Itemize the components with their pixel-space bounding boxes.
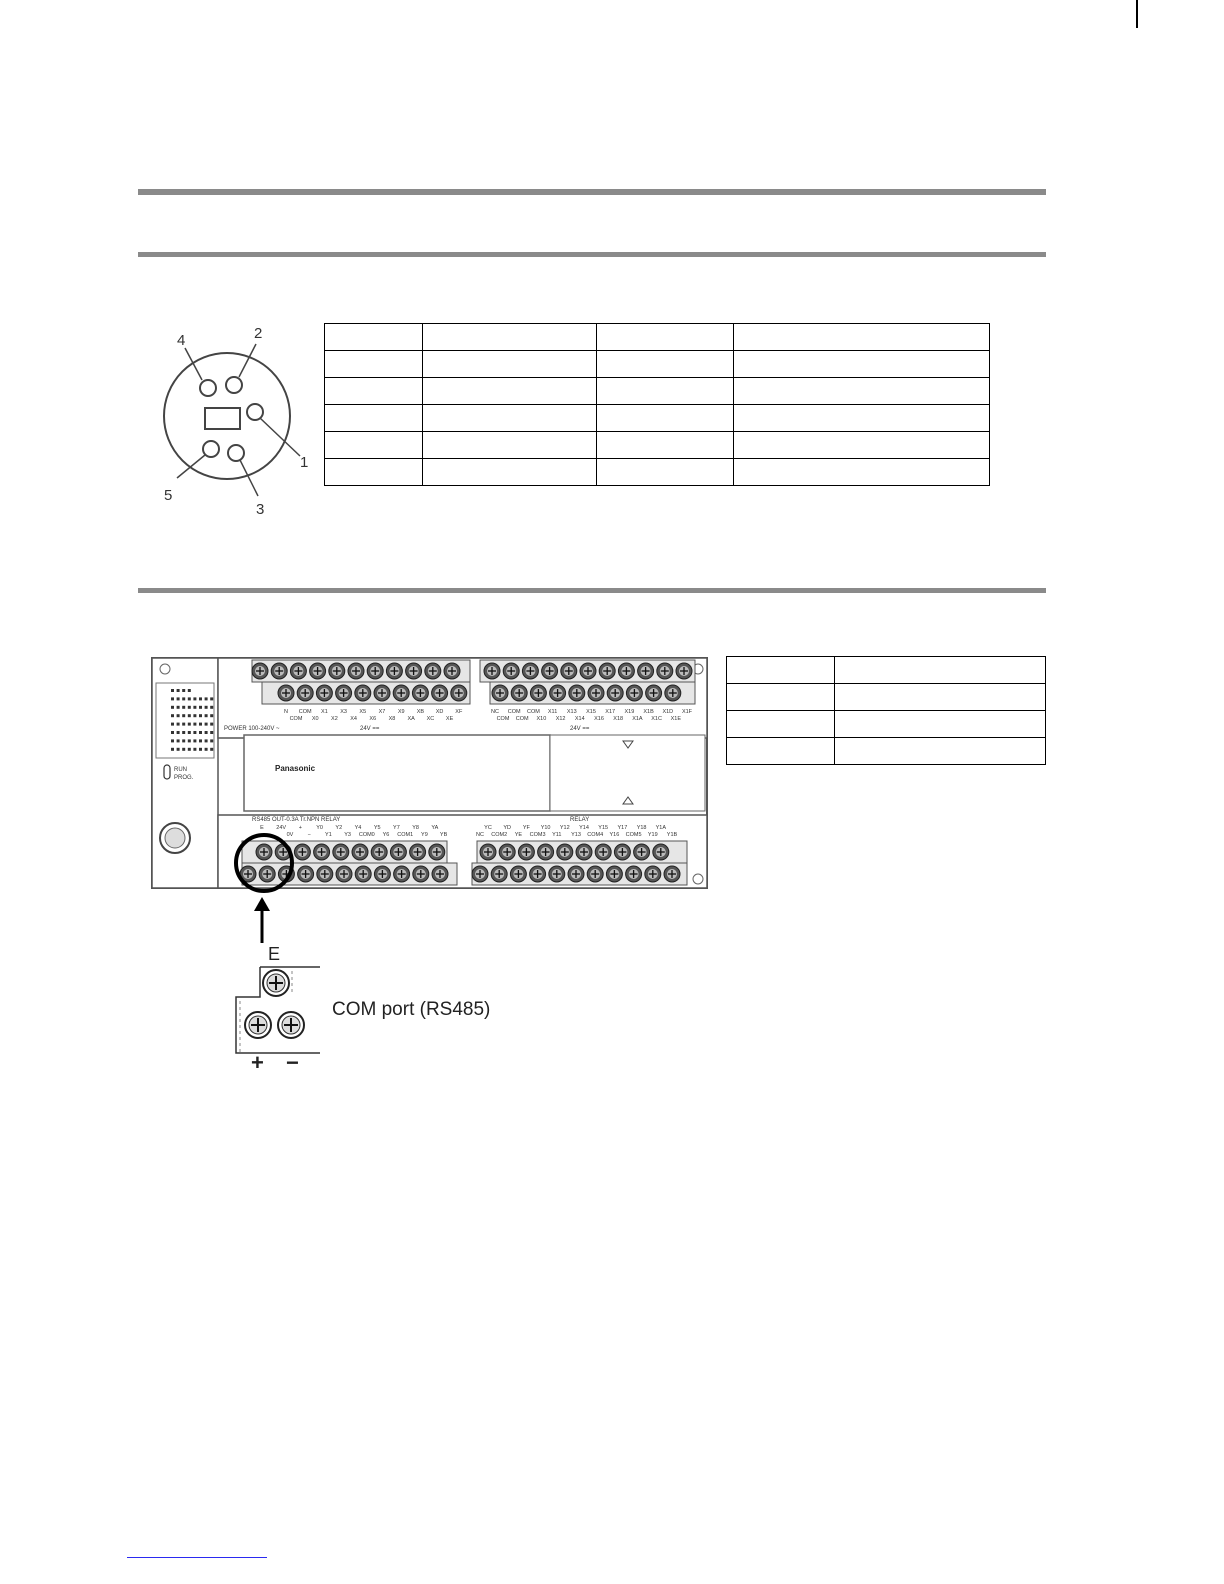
output-screw	[429, 844, 445, 860]
output-screw	[355, 866, 371, 882]
table-row	[727, 711, 1046, 738]
output-terminal-label: Y1	[325, 832, 332, 838]
input-screw	[355, 685, 371, 701]
input-screw	[665, 685, 681, 701]
input-terminal-label: XB	[416, 709, 425, 715]
margin-bar	[1136, 0, 1138, 28]
table-row	[325, 432, 990, 459]
output-screw	[294, 844, 310, 860]
input-terminal-label: X14	[574, 716, 585, 722]
input-screw	[316, 685, 332, 701]
output-screw	[374, 866, 390, 882]
screw-plus	[245, 1012, 271, 1038]
led-indicator	[182, 697, 185, 700]
rs485-terminal-table	[726, 656, 1046, 765]
input-screw	[310, 663, 326, 679]
pin-5	[203, 441, 219, 457]
input-screw	[278, 685, 294, 701]
input-voltage-label-1: 24V ==	[360, 726, 380, 732]
led-indicator	[199, 697, 202, 700]
input-screw	[348, 663, 364, 679]
input-terminal-label: X1F	[681, 709, 693, 715]
output-screw	[314, 844, 330, 860]
output-screw	[336, 866, 352, 882]
output-terminal-label: Y0	[316, 825, 323, 831]
input-terminal-label: X1C	[651, 716, 662, 722]
output-screw	[480, 844, 496, 860]
input-terminal-label: COM	[526, 709, 540, 715]
led-indicator	[205, 739, 208, 742]
input-screw	[646, 685, 662, 701]
output-screw	[606, 866, 622, 882]
led-indicator	[193, 731, 196, 734]
input-screw	[336, 685, 352, 701]
input-screw	[367, 663, 383, 679]
input-screw	[425, 663, 441, 679]
input-terminal-label: X9	[397, 709, 405, 715]
prog-label: PROG.	[174, 775, 194, 781]
com-port-label: COM port (RS485)	[332, 999, 491, 1020]
input-terminal-label: X15	[586, 709, 596, 715]
led-indicator	[182, 689, 185, 692]
output-terminal-label: Y18	[636, 825, 647, 831]
output-terminal-label: Y10	[540, 825, 551, 831]
output-terminal-label: YC	[484, 825, 492, 831]
led-indicator	[177, 706, 180, 709]
input-terminal-label: X1A	[632, 716, 643, 722]
output-screw	[491, 866, 507, 882]
led-indicator	[188, 714, 191, 717]
output-screw	[394, 866, 410, 882]
table-row	[325, 351, 990, 378]
pin-assignment-table	[324, 323, 990, 486]
led-indicator	[199, 723, 202, 726]
output-terminal-label: Y9	[421, 832, 428, 838]
input-screw	[561, 663, 577, 679]
arrow-icon	[248, 895, 276, 945]
screw-minus	[278, 1012, 304, 1038]
led-indicator	[188, 706, 191, 709]
input-screw	[511, 685, 527, 701]
led-indicator	[210, 748, 213, 751]
input-screw	[444, 663, 460, 679]
output-screw	[259, 866, 275, 882]
output-terminal-label: YB	[439, 832, 448, 838]
output-screw	[576, 844, 592, 860]
output-screw	[317, 866, 333, 882]
led-indicator	[171, 748, 174, 751]
table-row	[325, 378, 990, 405]
power-label: POWER 100-240V ~	[224, 726, 280, 732]
output-terminal-label: Y14	[579, 825, 589, 831]
output-screw	[371, 844, 387, 860]
input-screw	[676, 663, 692, 679]
output-screw	[333, 844, 349, 860]
led-indicator	[177, 714, 180, 717]
output-terminal-label: 24V	[276, 825, 287, 831]
output-terminal-label: Y16	[609, 832, 620, 838]
input-terminal-label: X11	[547, 709, 558, 715]
input-terminal-label: XF	[455, 709, 463, 715]
output-terminal-label: Y13	[571, 832, 581, 838]
table-row	[325, 459, 990, 486]
output-screw	[518, 844, 534, 860]
led-indicator	[210, 706, 213, 709]
led-indicator	[188, 748, 191, 751]
input-terminal-label: N	[284, 709, 288, 715]
output-screw	[653, 844, 669, 860]
led-indicator	[182, 706, 185, 709]
output-screw	[390, 844, 406, 860]
output-screw	[538, 844, 554, 860]
led-indicator	[205, 706, 208, 709]
pin-label-5: 5	[164, 487, 173, 504]
output-screw	[530, 866, 546, 882]
led-indicator	[193, 748, 196, 751]
input-screw	[599, 663, 615, 679]
output-terminal-label: COM0	[358, 832, 375, 838]
output-terminal-label: COM5	[625, 832, 642, 838]
input-terminal-label: X3	[340, 709, 347, 715]
table-row	[727, 684, 1046, 711]
output-terminal-label: Y19	[647, 832, 658, 838]
input-screw	[329, 663, 345, 679]
section-rule-3	[138, 588, 1046, 593]
output-screw	[664, 866, 680, 882]
input-terminal-label: X1	[321, 709, 328, 715]
input-screw	[432, 685, 448, 701]
pin-label-1: 1	[300, 454, 309, 471]
plc-unit-drawing	[150, 655, 715, 900]
led-indicator	[177, 723, 180, 726]
output-screw	[587, 866, 603, 882]
led-indicator	[193, 706, 196, 709]
input-terminal-label: X10	[536, 716, 547, 722]
pin-3	[228, 445, 244, 461]
input-screw	[406, 663, 422, 679]
input-terminal-label: COM	[515, 716, 529, 722]
input-screw	[618, 663, 634, 679]
minus-label: −	[286, 1050, 299, 1075]
input-terminal-label: XA	[407, 716, 415, 722]
led-indicator	[182, 714, 185, 717]
output-terminal-label: Y11	[552, 832, 562, 838]
table-row	[325, 324, 990, 351]
output-terminal-label: Y5	[373, 825, 381, 831]
input-terminal-label: XC	[426, 716, 435, 722]
input-terminal-label: X1B	[643, 709, 654, 715]
output-terminal-label: Y4	[354, 825, 362, 831]
plus-label: +	[251, 1050, 264, 1075]
output-terminal-label: YA	[431, 825, 439, 831]
input-terminal-label: X7	[378, 709, 386, 715]
output-screw	[595, 844, 611, 860]
led-indicator	[199, 739, 202, 742]
led-indicator	[182, 748, 185, 751]
input-screw	[252, 663, 268, 679]
terminal-e-label: E	[268, 944, 281, 964]
input-screw	[374, 685, 390, 701]
output-terminal-label: Y17	[617, 825, 628, 831]
led-indicator	[193, 714, 196, 717]
input-terminal-label: X12	[555, 716, 566, 722]
table-row	[727, 738, 1046, 765]
output-screw	[614, 844, 630, 860]
led-indicator	[177, 731, 180, 734]
led-indicator	[171, 714, 174, 717]
brand-logo: Panasonic	[275, 764, 316, 773]
input-screw	[626, 685, 642, 701]
pin-label-2: 2	[254, 325, 263, 342]
output-terminal-label: 0V	[286, 832, 294, 838]
led-indicator	[199, 706, 202, 709]
input-terminal-label: XD	[435, 709, 444, 715]
led-indicator	[188, 731, 191, 734]
output-terminal-label: YE	[514, 832, 523, 838]
input-screw	[492, 685, 508, 701]
led-indicator	[188, 739, 191, 742]
output-screw	[510, 866, 526, 882]
led-indicator	[177, 697, 180, 700]
led-indicator	[171, 706, 174, 709]
led-indicator	[171, 731, 174, 734]
input-terminal-label: X18	[613, 716, 624, 722]
input-terminal-label: X2	[331, 716, 338, 722]
input-screw	[530, 685, 546, 701]
output-screw	[634, 844, 650, 860]
input-screw	[290, 663, 306, 679]
output-terminal-label: COM4	[587, 832, 604, 838]
pin-2	[226, 377, 242, 393]
input-screw	[569, 685, 585, 701]
input-screw	[412, 685, 428, 701]
output-terminal-label: YD	[503, 825, 512, 831]
led-indicator	[210, 731, 213, 734]
input-screw	[297, 685, 313, 701]
led-indicator	[210, 723, 213, 726]
pin-label-3: 3	[256, 501, 265, 518]
output-terminal-label: Y1A	[655, 825, 667, 831]
input-terminal-label: X13	[566, 709, 577, 715]
input-screw	[638, 663, 654, 679]
footnote-rule	[127, 1557, 267, 1558]
led-indicator	[193, 697, 196, 700]
input-screw	[271, 663, 287, 679]
led-indicator	[210, 739, 213, 742]
led-indicator	[199, 748, 202, 751]
output-terminal-label: Y6	[382, 832, 390, 838]
led-indicator	[210, 697, 213, 700]
output-terminal-label: Y1B	[666, 832, 678, 838]
input-screw	[484, 663, 500, 679]
led-indicator	[193, 739, 196, 742]
output-screw	[557, 844, 573, 860]
output-screw	[298, 866, 314, 882]
led-indicator	[171, 723, 174, 726]
output-terminal-label: E	[260, 825, 264, 831]
output-terminal-label: +	[298, 825, 303, 831]
output-header-left: RS485 OUT-0.3A Tr.NPN RELAY	[252, 817, 341, 823]
input-terminal-label: X8	[388, 716, 396, 722]
input-voltage-label-2: 24V ==	[570, 726, 590, 732]
output-screw	[499, 844, 515, 860]
led-indicator	[171, 739, 174, 742]
input-terminal-label: COM	[289, 716, 303, 722]
led-indicator	[188, 697, 191, 700]
output-screw	[413, 866, 429, 882]
input-terminal-label: X1D	[662, 709, 674, 715]
input-screw	[542, 663, 558, 679]
input-terminal-label: COM	[298, 709, 312, 715]
led-indicator	[193, 723, 196, 726]
led-indicator	[182, 739, 185, 742]
section-rule-top	[138, 189, 1046, 195]
input-screw	[503, 663, 519, 679]
output-screw	[472, 866, 488, 882]
input-terminal-label: X0	[311, 716, 319, 722]
led-indicator	[177, 748, 180, 751]
led-indicator	[177, 689, 180, 692]
led-indicator	[188, 689, 191, 692]
section-rule-2	[138, 252, 1046, 257]
table-row	[325, 405, 990, 432]
led-indicator	[188, 723, 191, 726]
output-terminal-label: Y15	[598, 825, 609, 831]
output-terminal-label: Y12	[559, 825, 570, 831]
input-terminal-label: X19	[624, 709, 635, 715]
output-screw	[549, 866, 565, 882]
input-terminal-label: X6	[369, 716, 377, 722]
input-screw	[386, 663, 402, 679]
output-screw	[568, 866, 584, 882]
led-indicator	[205, 748, 208, 751]
output-screw	[626, 866, 642, 882]
input-screw	[657, 663, 673, 679]
led-indicator	[210, 714, 213, 717]
input-screw	[607, 685, 623, 701]
mini-din-pinout-figure	[150, 318, 320, 523]
pin-4	[200, 380, 216, 396]
input-terminal-label: COM	[496, 716, 510, 722]
led-indicator	[171, 689, 174, 692]
led-indicator	[177, 739, 180, 742]
output-terminal-label: NC	[476, 832, 484, 838]
output-terminal-label: Y3	[344, 832, 351, 838]
input-terminal-label: X16	[594, 716, 604, 722]
led-indicator	[199, 731, 202, 734]
led-indicator	[199, 714, 202, 717]
output-terminal-label: Y7	[393, 825, 400, 831]
output-screw	[645, 866, 661, 882]
input-terminal-label: COM	[507, 709, 521, 715]
input-terminal-label: X1E	[670, 716, 682, 722]
run-label: RUN	[174, 767, 187, 773]
output-terminal-label: COM2	[491, 832, 508, 838]
output-screw	[256, 844, 272, 860]
input-terminal-label: XE	[445, 716, 454, 722]
input-terminal-label: NC	[491, 709, 499, 715]
led-indicator	[171, 697, 174, 700]
output-header-right: RELAY	[570, 817, 590, 823]
input-screw	[522, 663, 538, 679]
input-terminal-label: X4	[350, 716, 357, 722]
input-screw	[550, 685, 566, 701]
screw-e	[263, 970, 289, 996]
output-terminal-label: −	[307, 832, 311, 838]
output-screw	[432, 866, 448, 882]
led-indicator	[205, 723, 208, 726]
led-indicator	[182, 723, 185, 726]
input-terminal-label: X5	[359, 709, 367, 715]
output-terminal-label: Y2	[335, 825, 343, 831]
output-screw	[410, 844, 426, 860]
output-terminal-label: COM1	[397, 832, 414, 838]
input-screw	[451, 685, 467, 701]
input-terminal-label: X17	[605, 709, 616, 715]
led-indicator	[205, 697, 208, 700]
led-indicator	[205, 714, 208, 717]
output-screw	[352, 844, 368, 860]
led-indicator	[182, 731, 185, 734]
pin-label-4: 4	[177, 332, 186, 349]
input-screw	[588, 685, 604, 701]
input-screw	[580, 663, 596, 679]
output-terminal-label: Y8	[412, 825, 419, 831]
output-terminal-label: COM3	[529, 832, 546, 838]
input-screw	[393, 685, 409, 701]
output-terminal-label: YF	[522, 825, 530, 831]
table-row	[727, 657, 1046, 684]
led-indicator	[205, 731, 208, 734]
